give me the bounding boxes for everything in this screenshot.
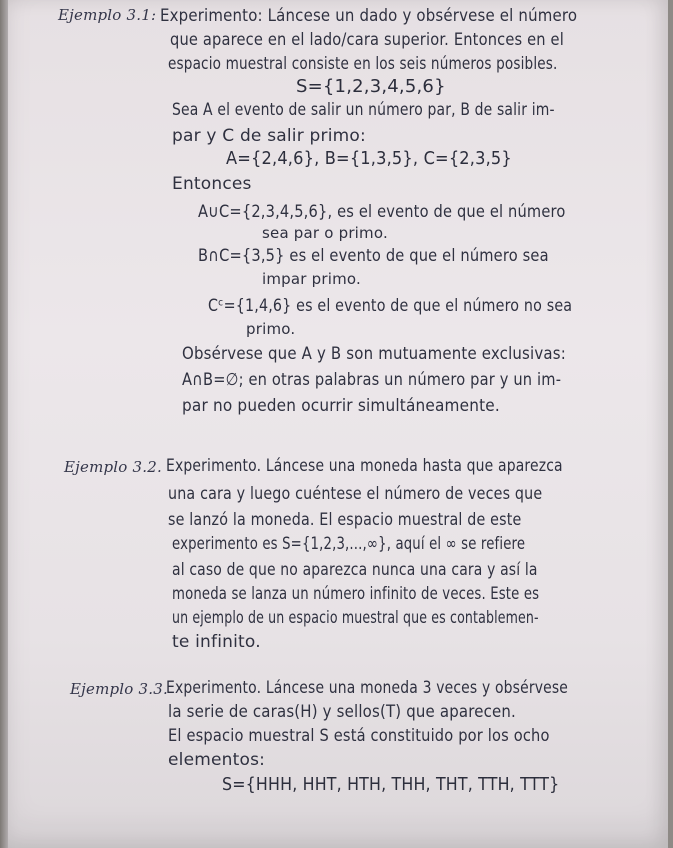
example-3-3-label: Ejemplo 3.3. (70, 680, 168, 698)
ex2-line-1: Experimento. Láncese una moneda hasta que aparezca (166, 456, 563, 476)
ex2-line-7: un ejemplo de un espacio muestral que es contablemen- (172, 608, 539, 628)
ex1-intersection-1: B∩C={3,5} es el evento de que el número sea (198, 246, 549, 266)
ex1-observe-1: Obsérvese que A y B son mutuamente exclusivas: (182, 344, 566, 364)
ex3-sample-space: S={HHH, HHT, HTH, THH, THT, TTH, TTT} (222, 774, 560, 795)
ex1-sample-space: S={1,2,3,4,5,6} (296, 76, 446, 97)
ex2-line-4: experimento es S={1,2,3,...,∞}, aquí el ∞ se refiere (172, 534, 526, 554)
ex3-line-4: elementos: (168, 750, 266, 770)
ex1-line-3: espacio muestral consiste en los seis números posibles. (168, 54, 558, 74)
ex1-events-intro-2: par y C de salir primo: (172, 126, 366, 146)
ex2-line-5: al caso de que no aparezca nunca una cara y así la (172, 560, 538, 580)
ex3-line-3: El espacio muestral S está constituido por los ocho (168, 726, 550, 746)
ex3-line-2: la serie de caras(H) y sellos(T) que aparecen. (168, 702, 516, 722)
ex2-line-8: te infinito. (172, 632, 261, 652)
ex2-line-3: se lanzó la moneda. El espacio muestral de este (168, 510, 522, 530)
ex1-complement-2: primo. (246, 320, 296, 338)
ex1-intersection-2: impar primo. (262, 270, 361, 288)
ex1-union-1: A∪C={2,3,4,5,6}, es el evento de que el número (198, 202, 566, 222)
ex1-line-2: que aparece en el lado/cara superior. Entonces en el (170, 30, 564, 50)
ex3-line-1: Experimento. Láncese una moneda 3 veces y obsérvese (166, 678, 569, 698)
ex1-line-1: Experimento: Láncese un dado y obsérvese el número (160, 6, 578, 26)
ex1-union-2: sea par o primo. (262, 224, 388, 242)
ex1-events: A={2,4,6}, B={1,3,5}, C={2,3,5} (226, 148, 512, 169)
ex2-line-6: moneda se lanza un número infinito de veces. Este es (172, 584, 540, 604)
ex2-line-2: una cara y luego cuéntese el número de veces que (168, 484, 543, 504)
ex1-entonces: Entonces (172, 174, 252, 194)
example-3-1-label: Ejemplo 3.1: (58, 6, 157, 24)
ex1-events-intro-1: Sea A el evento de salir un número par, B de salir im- (172, 100, 555, 120)
ex1-observe-2: A∩B=∅; en otras palabras un número par y un im- (182, 370, 562, 390)
ex1-complement-1: Cᶜ={1,4,6} es el evento de que el número no sea (208, 296, 573, 316)
example-3-2-label: Ejemplo 3.2. (64, 458, 162, 476)
ex1-observe-3: par no pueden ocurrir simultáneamente. (182, 396, 500, 416)
